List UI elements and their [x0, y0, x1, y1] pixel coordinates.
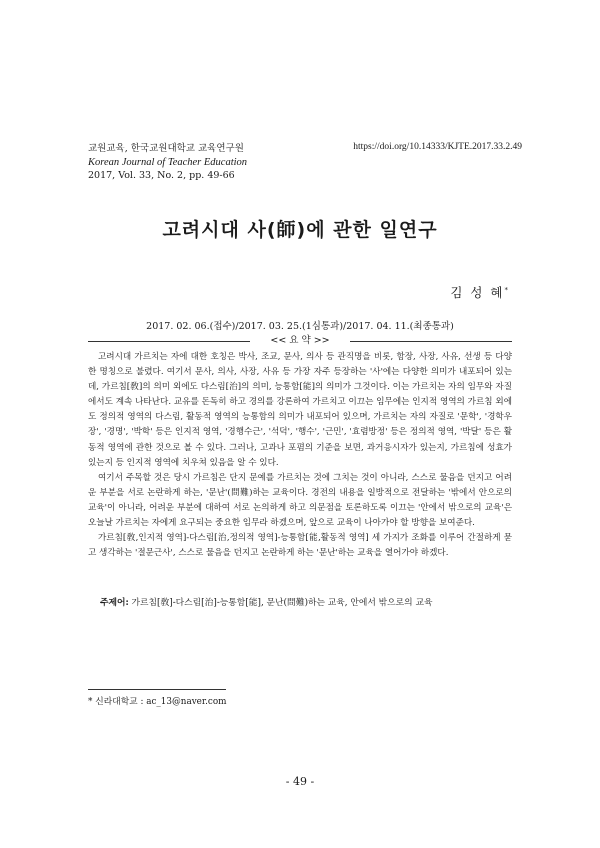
author-line — [450, 283, 508, 301]
doi-link[interactable]: https://doi.org/10.14333/KJTE.2017.33.2.49 — [353, 142, 522, 152]
author-name: 김 성 혜 — [450, 285, 505, 300]
submission-dates: 2017. 02. 06.(접수)/2017. 03. 25.(1심통과)/2017. 04. 11.(최종통과) — [146, 321, 454, 332]
page-number: - 49 - — [285, 775, 315, 788]
publisher-line: 교원교육, 한국교원대학교 교육연구원 — [88, 143, 244, 154]
footnote-rule — [88, 689, 226, 690]
author-affiliation-footnote: * 신라대학교 : ac_13@naver.com — [88, 697, 227, 707]
abstract-paragraph-1: 고려시대 가르치는 자에 대한 호칭은 박사, 조교, 문사, 의사 등 관직명을 비롯, 함장, 사장, 사유, 선생 등 다양한 명칭으로 불렸다. 여기서 문사, 의사, 사장, 사유 등 가장 자주 등장하는 '사'에는 다양한 의미가 내포되어 있는데, 가르침[敎]의 의미 외에도 다스림[治]의 의미, 능통함[能]의 의미가 그것이다. 이는 가르치는 자의 임무와 자질에서도 계속 나타난다. 교유를 돈독히 하고 경의를 강론하여 가르치고 이끄는 임무에는 인지적 영역의 가르침 외에도 정의적 영역의 다스림, 활동적 영역의 능통함의 의미가 내포되어 있으며, 가르치는 자의 자질로 '문학', '경학우장', '경명', '박학' 등은 인지적 영역, '경행수근', '석덕', '행수', '근민', '효렴방정' 등은 정의적 영역, '박달' 등은 활동적 영역에 관한 것으로 볼 수 있다. 그러나, 고과나 포폄의 기준을 보면, 과거응시자가 있는지, 가르침에 성효가 있는지 등 인지적 영역에 치우쳐 있음을 알 수 있다. — [88, 352, 512, 468]
keywords-label: 주제어: — [100, 598, 129, 608]
summary-heading — [88, 335, 512, 347]
journal-header — [88, 142, 247, 183]
summary-label: << 요 약 >> — [270, 335, 330, 346]
abstract-paragraph-3: 가르침[敎,인지적 영역]-다스림[治,정의적 영역]-능통함[能,활동적 영역] 세 가지가 조화를 이루어 간절하게 묻고 생각하는 '절문근사', 스스로 물음을 던지고 논란하게 하는 '문난'하는 교육을 열어가야 하겠다. — [88, 533, 512, 559]
volume-info: 2017, Vol. 33, No. 2, pp. 49-66 — [88, 170, 235, 181]
paper-title: 고려시대 사(師)에 관한 일연구 — [162, 219, 438, 241]
abstract — [88, 350, 512, 561]
author-footnote-mark: * — [504, 285, 508, 294]
keywords-text: 가르침[敎]-다스림[治]-능통함[能], 문난(問難)하는 교육, 안에서 밖으로의 교육 — [131, 598, 433, 608]
journal-name: Korean Journal of Teacher Education — [88, 156, 248, 168]
abstract-paragraph-2: 여기서 주목할 것은 당시 가르침은 단지 문예를 가르치는 것에 그치는 것이 아니라, 스스로 물음을 던지고 어려운 부분을 서로 논란하게 하는, '문난'(問難)하는 교육이다. 경전의 내용을 일방적으로 전달하는 '밖에서 안으로의 교육'이 아니라, 어려운 부분에 대하여 서로 논의하게 하고 의문점을 토론하도록 이끄는 '안에서 밖으로의 교육'은 오늘날 가르치는 자에게 요구되는 중요한 임무라 하겠으며, 앞으로 교육이 나아가야 할 방향을 보여준다. — [88, 472, 512, 529]
keywords — [100, 597, 512, 610]
summary-rule-right — [350, 341, 512, 342]
